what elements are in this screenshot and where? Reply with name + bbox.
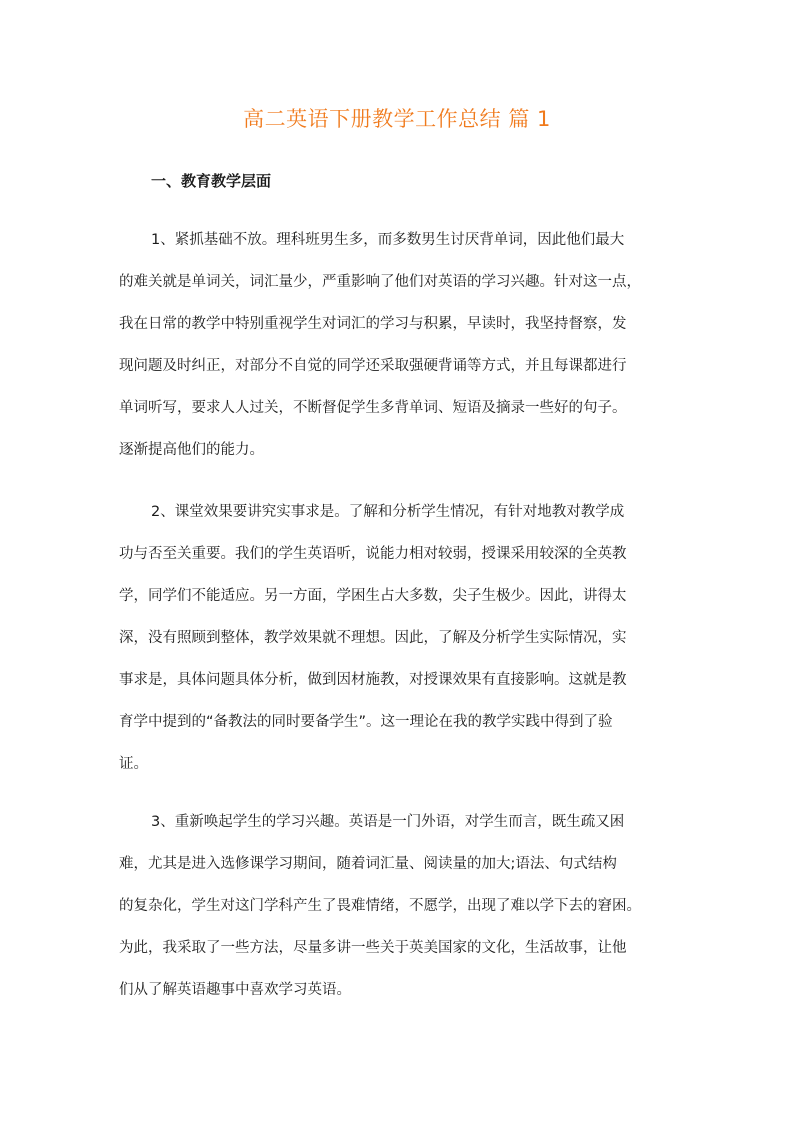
paragraph-line: 逐渐提高他们的能力。	[119, 442, 264, 458]
paragraph-line: 证。	[119, 756, 148, 772]
paragraph-line: 们从了解英语趣事中喜欢学习英语。	[119, 982, 351, 998]
paragraph-line: 深，没有照顾到整体，教学效果就不理想。因此，了解及分析学生实际情况，实	[119, 630, 627, 646]
paragraph-line: 的难关就是单词关，词汇量少，严重影响了他们对英语的学习兴趣。针对这一点，	[119, 274, 641, 290]
section-heading: 一、教育教学层面	[151, 172, 272, 190]
paragraph-line: 功与否至关重要。我们的学生英语听，说能力相对较弱，授课采用较深的全英教	[119, 546, 627, 562]
paragraph-line: 育学中提到的“备教法的同时要备学生”。这一理论在我的教学实践中得到了验	[119, 714, 613, 730]
paragraph-line: 事求是，具体问题具体分析，做到因材施教，对授课效果有直接影响。这就是教	[119, 672, 627, 688]
paragraph-line: 的复杂化，学生对这门学科产生了畏难情绪，不愿学，出现了难以学下去的窘困。	[119, 898, 641, 914]
paragraph-line: 1、紧抓基础不放。理科班男生多，而多数男生讨厌背单词，因此他们最大	[151, 232, 625, 248]
document-title: 高二英语下册教学工作总结 篇 1	[243, 107, 551, 131]
paragraph-line: 学，同学们不能适应。另一方面，学困生占大多数，尖子生极少。因此，讲得太	[119, 588, 627, 604]
paragraph-line: 为此，我采取了一些方法，尽量多讲一些关于英美国家的文化，生活故事，让他	[119, 940, 627, 956]
paragraph-line: 3、重新唤起学生的学习兴趣。英语是一门外语，对学生而言，既生疏又困	[151, 814, 625, 830]
paragraph-line: 我在日常的教学中特别重视学生对词汇的学习与积累，早读时，我坚持督察，发	[119, 316, 627, 332]
paragraph-line: 现问题及时纠正，对部分不自觉的同学还采取强硬背诵等方式，并且每课都进行	[119, 358, 627, 374]
paragraph-line: 难，尤其是进入选修课学习期间，随着词汇量、阅读量的加大;语法、句式结构	[119, 856, 617, 872]
paragraph-line: 单词听写，要求人人过关，不断督促学生多背单词、短语及摘录一些好的句子。	[119, 400, 627, 416]
paragraph-line: 2、课堂效果要讲究实事求是。了解和分析学生情况，有针对地教对教学成	[151, 504, 625, 520]
